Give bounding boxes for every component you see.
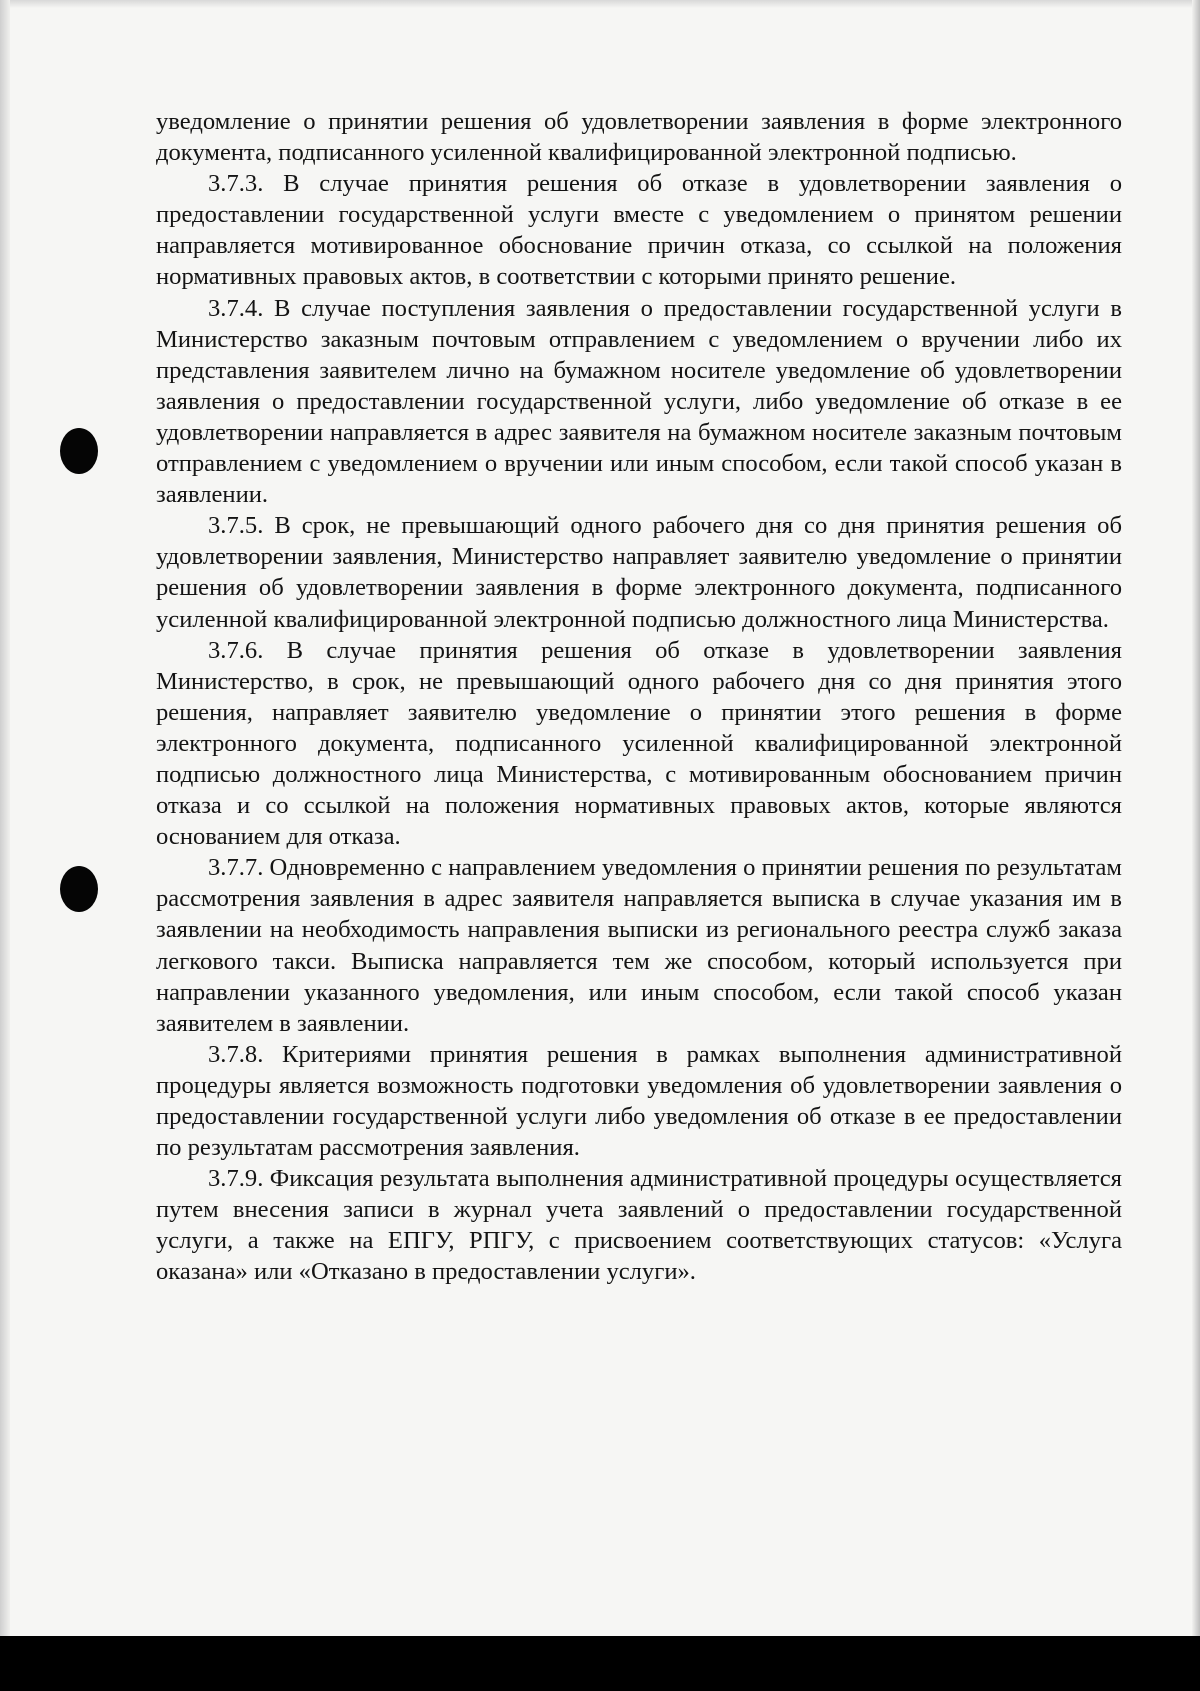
paragraph-3-7-5: 3.7.5. В срок, не превышающий одного рабочего дня со дня принятия решения об удовлетворении заявления, Министерство направляет заявителю уведомление о принятии решения об удовлетворении заявления в форме электронного документа, подписанного усиленной квалифицированной электронной подписью должностного лица Министерства.	[156, 512, 1122, 633]
paragraph-3-7-3: 3.7.3. В случае принятия решения об отказе в удовлетворении заявления о предоставлении государственной услуги вместе с уведомлением о принятом решении направляется мотивированное обоснование причин отказа, со ссылкой на положения нормативных правовых актов, в соответствии с которыми принято решение.	[156, 170, 1122, 291]
paragraph-3-7-7: 3.7.7. Одновременно с направлением уведомления о принятии решения по результатам рассмотрения заявления в адрес заявителя направляется выписка в случае указания им в заявлении на необходимость направления выписки из регионального реестра служб заказа легкового такси. Выписка направляется тем же способом, который используется при направлении указанного уведомления, или иным способом, если такой способ указан заявителем в заявлении.	[156, 854, 1122, 1037]
paragraph-3-7-8: 3.7.8. Критериями принятия решения в рамках выполнения административной процедуры является возможность подготовки уведомления об удовлетворении заявления о предоставлении государственной услуги либо уведомления об отказе в ее предоставлении по результатам рассмотрения заявления.	[156, 1040, 1122, 1162]
paragraph-continuation: уведомление о принятии решения об удовлетворении заявления в форме электронного документа, подписанного усиленной квалифицированной электронной подписью.	[156, 108, 1122, 167]
scan-top-edge	[0, 0, 1200, 8]
scan-bottom-border	[0, 1636, 1200, 1691]
punch-hole-lower	[60, 866, 98, 912]
paragraph-3-7-9: 3.7.9. Фиксация результата выполнения административной процедуры осуществляется путем внесения записи в журнал учета заявлений о предоставлении государственной услуги, а также на ЕПГУ, РПГУ, с присвоением соответствующих статусов: «Услуга оказана» или «Отказано в предоставлении услуги».	[156, 1165, 1122, 1286]
paragraph-3-7-6: 3.7.6. В случае принятия решения об отказе в удовлетворении заявления Министерство, в срок, не превышающий одного рабочего дня со дня принятия этого решения, направляет заявителю уведомление о принятии этого решения в форме электронного документа, подписанного усиленной квалифицированной электронной подписью должностного лица Министерства, с мотивированным обоснованием причин отказа и со ссылкой на положения нормативных правовых актов, которые являются основанием для отказа.	[156, 636, 1122, 851]
scan-right-edge	[1192, 0, 1200, 1636]
scan-left-edge	[0, 0, 10, 1636]
punch-hole-upper	[60, 428, 98, 474]
paragraph-3-7-4: 3.7.4. В случае поступления заявления о предоставлении государственной услуги в Министерство заказным почтовым отправлением с уведомлением о вручении либо их представления заявителем лично на бумажном носителе уведомление об удовлетворении заявления о предоставлении государственной услуги, либо уведомление об отказе в ее удовлетворении направляется в адрес заявителя на бумажном носителе заказным почтовым отправлением с уведомлением о вручении или иным способом, если такой способ указан в заявлении.	[156, 294, 1122, 509]
document-body	[156, 106, 1122, 1288]
